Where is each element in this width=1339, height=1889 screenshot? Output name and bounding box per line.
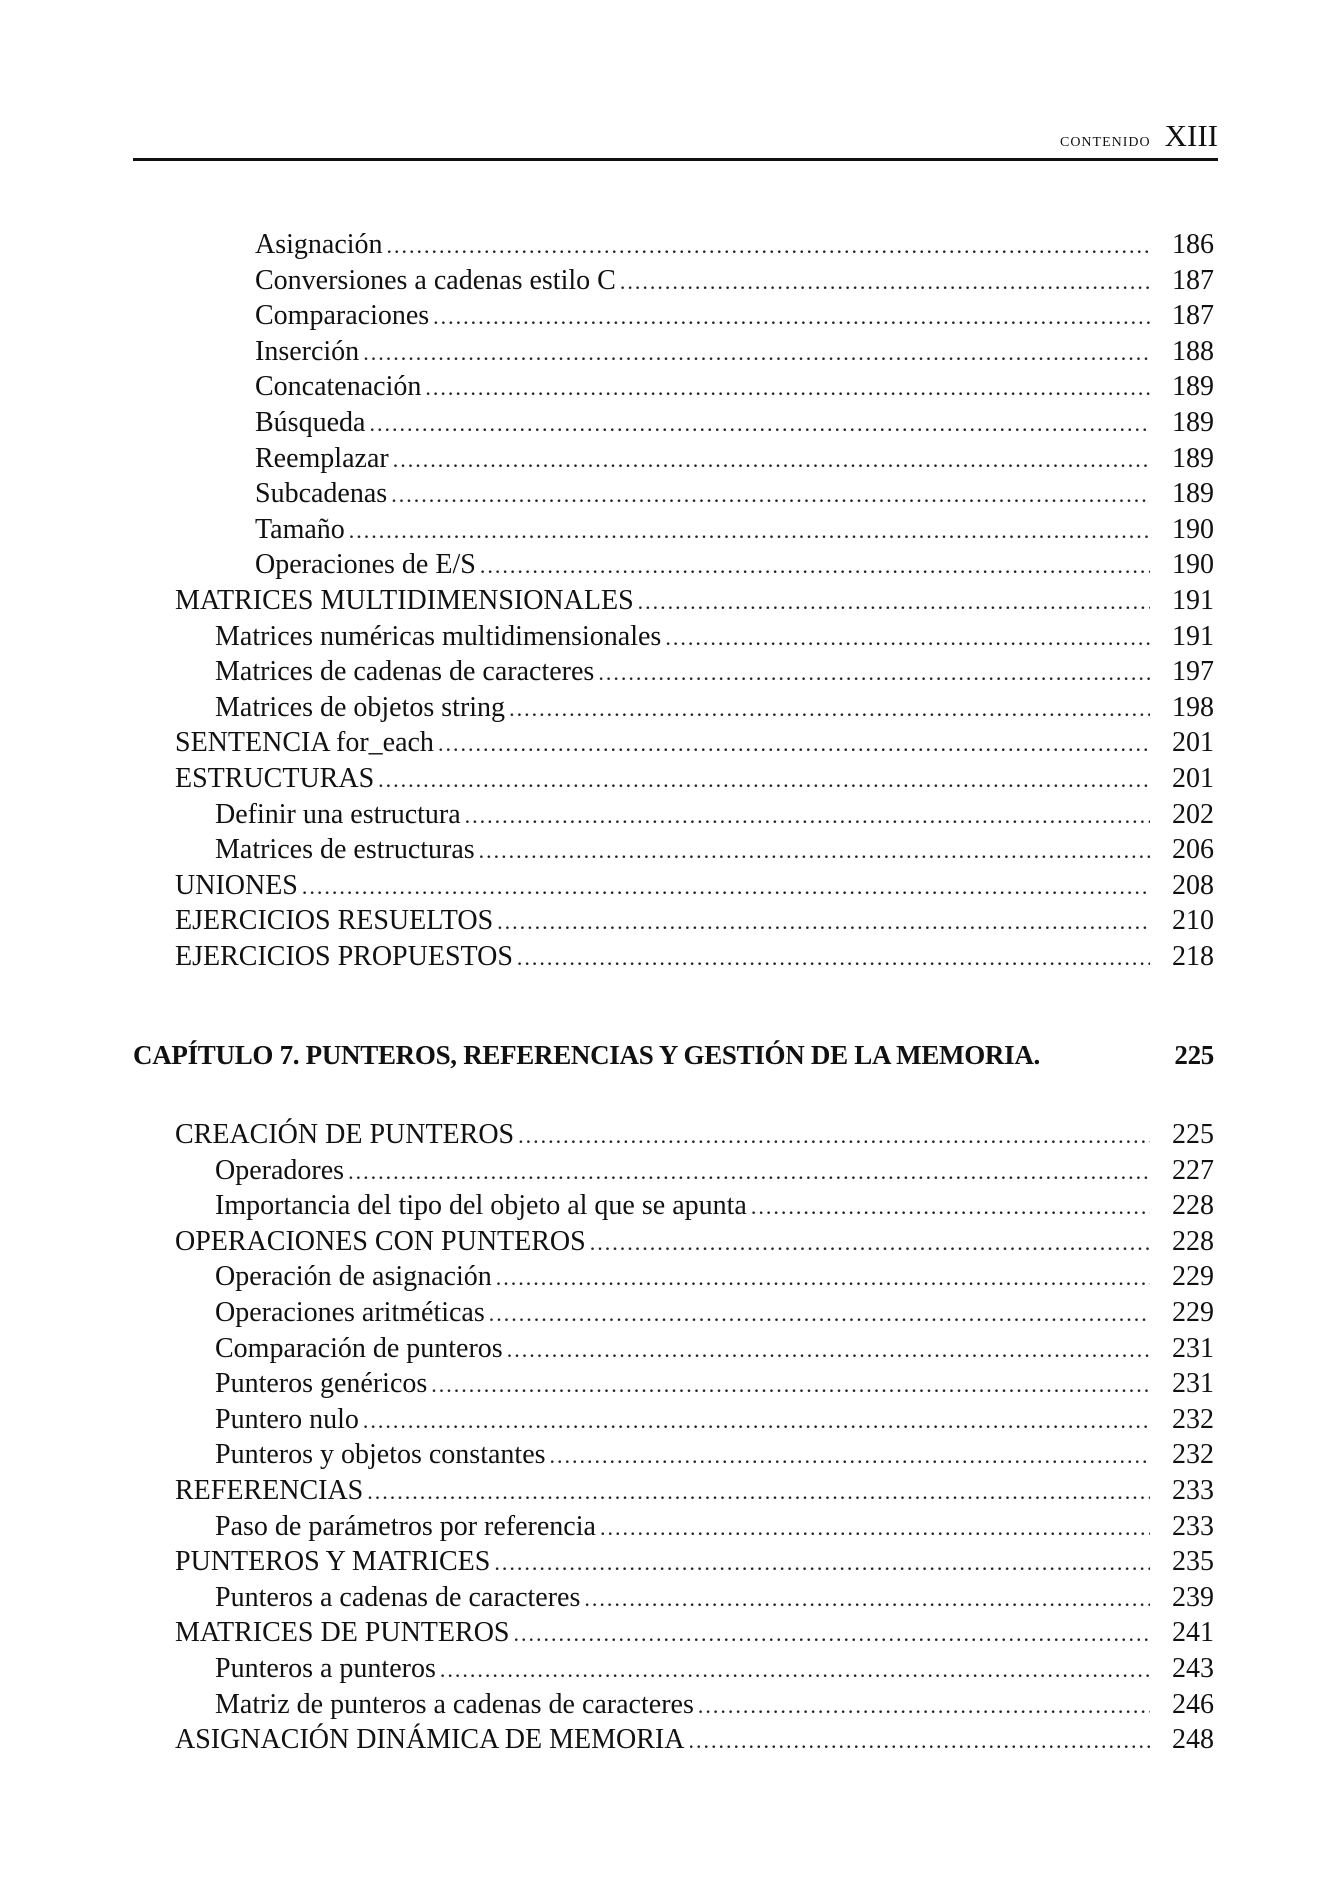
- toc-entry-title: Importancia del tipo del objeto al que se apunta: [215, 1190, 747, 1222]
- toc-entry-page: 227: [1172, 1154, 1214, 1186]
- toc-entry-page: 208: [1172, 869, 1214, 901]
- toc-entry-page: 239: [1172, 1581, 1214, 1613]
- toc-entry[interactable]: [133, 1117, 1214, 1153]
- dot-leader: [363, 1403, 1150, 1439]
- toc-entry-page: 229: [1172, 1296, 1214, 1328]
- toc-entry-title: Matriz de punteros a cadenas de caracteres: [215, 1688, 694, 1720]
- dot-leader: [440, 1652, 1150, 1688]
- toc-entry-page: 231: [1172, 1368, 1214, 1400]
- toc-entry-page: 189: [1172, 478, 1214, 510]
- toc-entry-page: 210: [1172, 905, 1214, 937]
- toc-entry-page: 198: [1172, 691, 1214, 723]
- toc-entry-title: Puntero nulo: [215, 1403, 359, 1435]
- dot-leader: [590, 1225, 1150, 1261]
- dot-leader: [518, 1118, 1150, 1154]
- dot-leader: [363, 335, 1150, 371]
- dot-leader: [688, 1723, 1150, 1759]
- toc-entry-page: 241: [1172, 1617, 1214, 1649]
- toc-entry[interactable]: [133, 939, 1214, 975]
- toc-entry-title: SENTENCIA for_each: [175, 727, 434, 759]
- toc-entry-page: 243: [1172, 1652, 1214, 1684]
- toc-entry[interactable]: [133, 1544, 1214, 1580]
- toc-entry-title: Operaciones de E/S: [255, 549, 476, 581]
- dot-leader: [698, 1688, 1150, 1724]
- toc-entry[interactable]: [133, 1153, 1214, 1189]
- toc-section-bottom: [133, 1117, 1214, 1758]
- toc-entry-title: Operación de asignación: [215, 1261, 492, 1293]
- toc-entry-title: Asignación: [255, 229, 383, 260]
- toc-entry[interactable]: [133, 227, 1214, 263]
- toc-entry[interactable]: [133, 1224, 1214, 1260]
- toc-entry-title: CREACIÓN DE PUNTEROS: [175, 1119, 515, 1150]
- toc-entry[interactable]: [133, 512, 1214, 548]
- toc-entry-page: 189: [1172, 442, 1214, 474]
- toc-entry[interactable]: [133, 1615, 1214, 1651]
- dot-leader: [393, 442, 1150, 478]
- toc-entry-page: 189: [1172, 406, 1214, 438]
- dot-leader: [497, 904, 1150, 940]
- toc-entry-page: 248: [1172, 1724, 1214, 1756]
- toc-entry-title: Tamaño: [255, 513, 345, 545]
- dot-leader: [496, 1260, 1150, 1296]
- dot-leader: [438, 726, 1150, 762]
- toc-entry-page: 191: [1172, 620, 1214, 652]
- dot-leader: [387, 228, 1150, 264]
- toc-entry-page: 232: [1172, 1403, 1214, 1435]
- dot-leader: [550, 1438, 1150, 1474]
- dot-leader: [433, 299, 1150, 335]
- toc-entry-title: Matrices numéricas multidimensionales: [215, 620, 662, 652]
- dot-leader: [494, 1545, 1150, 1581]
- running-header: [133, 118, 1218, 161]
- dot-leader: [378, 762, 1150, 798]
- toc-entry-page: 201: [1172, 727, 1214, 759]
- toc-section-top: [133, 227, 1214, 974]
- toc-entry[interactable]: [133, 1402, 1214, 1438]
- toc-entry[interactable]: [133, 619, 1214, 655]
- toc-entry-title: Matrices de objetos string: [215, 691, 506, 723]
- dot-leader: [751, 1189, 1150, 1225]
- toc-entry-title: MATRICES DE PUNTEROS: [175, 1617, 510, 1649]
- toc-entry-title: Paso de parámetros por referencia: [215, 1510, 596, 1542]
- dot-leader: [489, 1296, 1150, 1332]
- dot-leader: [349, 513, 1150, 549]
- toc-entry-title: Concatenación: [255, 371, 422, 403]
- toc-entry-page: 186: [1172, 229, 1214, 260]
- toc-entry-page: 233: [1172, 1474, 1214, 1506]
- toc-entry[interactable]: [133, 797, 1214, 833]
- toc-entry[interactable]: [133, 690, 1214, 726]
- toc-entry[interactable]: [133, 903, 1214, 939]
- toc-entry-page: 190: [1172, 513, 1214, 545]
- toc-entry[interactable]: [133, 298, 1214, 334]
- toc-entry[interactable]: [133, 832, 1214, 868]
- toc-entry[interactable]: [133, 1188, 1214, 1224]
- dot-leader: [509, 691, 1150, 727]
- toc-entry-page: 187: [1172, 300, 1214, 332]
- dot-leader: [369, 406, 1150, 442]
- toc-entry[interactable]: [133, 1295, 1214, 1331]
- toc-entry[interactable]: [133, 1580, 1214, 1616]
- toc-entry-title: EJERCICIOS RESUELTOS: [175, 905, 494, 937]
- chapter-heading[interactable]: [133, 1040, 1214, 1071]
- toc-entry-title: Reemplazar: [255, 442, 389, 474]
- toc-entry-title: ESTRUCTURAS: [175, 762, 375, 794]
- dot-leader: [479, 833, 1150, 869]
- dot-leader: [348, 1154, 1150, 1190]
- toc-entry-title: Punteros a punteros: [215, 1652, 436, 1684]
- toc-entry[interactable]: [133, 476, 1214, 512]
- toc-entry[interactable]: [133, 868, 1214, 904]
- toc-entry-page: 232: [1172, 1439, 1214, 1471]
- toc-entry-title: REFERENCIAS: [175, 1474, 364, 1506]
- toc-entry-page: 206: [1172, 834, 1214, 866]
- toc-entry-page: 197: [1172, 656, 1214, 688]
- dot-leader: [598, 655, 1150, 691]
- toc-entry[interactable]: [133, 334, 1214, 370]
- toc-entry-page: 187: [1172, 264, 1214, 296]
- toc-entry-title: Subcadenas: [255, 478, 388, 510]
- toc-entry-title: Matrices de cadenas de caracteres: [215, 656, 595, 688]
- toc-entry-title: Comparación de punteros: [215, 1332, 503, 1364]
- toc-entry-title: Búsqueda: [255, 406, 366, 438]
- toc-entry[interactable]: [133, 263, 1214, 299]
- toc-entry[interactable]: [133, 1331, 1214, 1367]
- dot-leader: [465, 798, 1150, 834]
- toc-entry-page: 218: [1172, 940, 1214, 972]
- dot-leader: [391, 477, 1150, 513]
- toc-entry-title: Definir una estructura: [215, 798, 461, 830]
- dot-leader: [302, 869, 1150, 905]
- toc-entry-title: Operadores: [215, 1154, 345, 1186]
- toc-entry-title: PUNTEROS Y MATRICES: [175, 1546, 491, 1578]
- toc-entry-title: Punteros genéricos: [215, 1368, 428, 1400]
- toc-entry-title: Conversiones a cadenas estilo C: [255, 264, 616, 296]
- toc-entry-title: EJERCICIOS PROPUESTOS: [175, 940, 513, 972]
- toc-entry-page: 228: [1172, 1225, 1214, 1257]
- dot-leader: [584, 1581, 1150, 1617]
- toc-entry[interactable]: [133, 1473, 1214, 1509]
- toc-entry-page: 201: [1172, 762, 1214, 794]
- toc-entry-page: 229: [1172, 1261, 1214, 1293]
- toc-entry-page: 191: [1172, 584, 1214, 616]
- toc-entry[interactable]: [133, 583, 1214, 619]
- toc-entry-title: Comparaciones: [255, 300, 430, 332]
- dot-leader: [507, 1332, 1150, 1368]
- toc-entry-page: 188: [1172, 335, 1214, 367]
- toc-entry[interactable]: [133, 369, 1214, 405]
- toc-entry[interactable]: [133, 1687, 1214, 1723]
- dot-leader: [480, 548, 1150, 584]
- dot-leader: [600, 1510, 1150, 1546]
- dot-leader: [665, 620, 1150, 656]
- page-folio: XIII: [1164, 118, 1218, 153]
- toc-entry-title: Matrices de estructuras: [215, 834, 475, 866]
- dot-leader: [425, 370, 1150, 406]
- toc-entry-title: OPERACIONES CON PUNTEROS: [175, 1225, 586, 1257]
- toc-entry[interactable]: [133, 725, 1214, 761]
- toc-entry-title: MATRICES MULTIDIMENSIONALES: [175, 584, 634, 616]
- toc-entry[interactable]: [133, 761, 1214, 797]
- toc-entry[interactable]: [133, 1259, 1214, 1295]
- toc-entry-page: 228: [1172, 1190, 1214, 1222]
- dot-leader: [517, 940, 1150, 976]
- toc-entry[interactable]: [133, 547, 1214, 583]
- chapter-page: 225: [1174, 1040, 1214, 1070]
- toc-entry[interactable]: [133, 1651, 1214, 1687]
- toc-entry-page: 231: [1172, 1332, 1214, 1364]
- toc-entry[interactable]: [133, 405, 1214, 441]
- dot-leader: [367, 1474, 1150, 1510]
- toc-entry-title: Punteros y objetos constantes: [215, 1439, 546, 1471]
- chapter-title: CAPÍTULO 7. PUNTEROS, REFERENCIAS Y GESTIÓN DE LA MEMORIA.: [133, 1040, 1040, 1070]
- toc-entry-page: 202: [1172, 798, 1214, 830]
- toc-entry-page: 235: [1172, 1546, 1214, 1578]
- toc-entry-page: 233: [1172, 1510, 1214, 1542]
- toc-entry-page: 189: [1172, 371, 1214, 403]
- dot-leader: [638, 584, 1150, 620]
- toc-entry-title: Operaciones aritméticas: [215, 1296, 485, 1328]
- toc-entry-title: Inserción: [255, 335, 360, 367]
- dot-leader: [513, 1616, 1150, 1652]
- toc-entry[interactable]: [133, 1437, 1214, 1473]
- toc-entry-page: 190: [1172, 549, 1214, 581]
- running-header-label: contenido: [1059, 129, 1151, 151]
- toc-entry[interactable]: [133, 441, 1214, 477]
- toc-entry[interactable]: [133, 654, 1214, 690]
- toc-entry[interactable]: [133, 1509, 1214, 1545]
- dot-leader: [431, 1367, 1150, 1403]
- toc-entry-title: ASIGNACIÓN DINÁMICA DE MEMORIA: [175, 1724, 685, 1756]
- toc-entry-title: Punteros a cadenas de caracteres: [215, 1581, 581, 1613]
- toc-entry[interactable]: [133, 1722, 1214, 1758]
- toc-entry-page: 225: [1172, 1119, 1214, 1150]
- toc-entry-page: 246: [1172, 1688, 1214, 1720]
- toc-entry[interactable]: [133, 1366, 1214, 1402]
- dot-leader: [620, 264, 1150, 300]
- toc-entry-title: UNIONES: [175, 869, 298, 901]
